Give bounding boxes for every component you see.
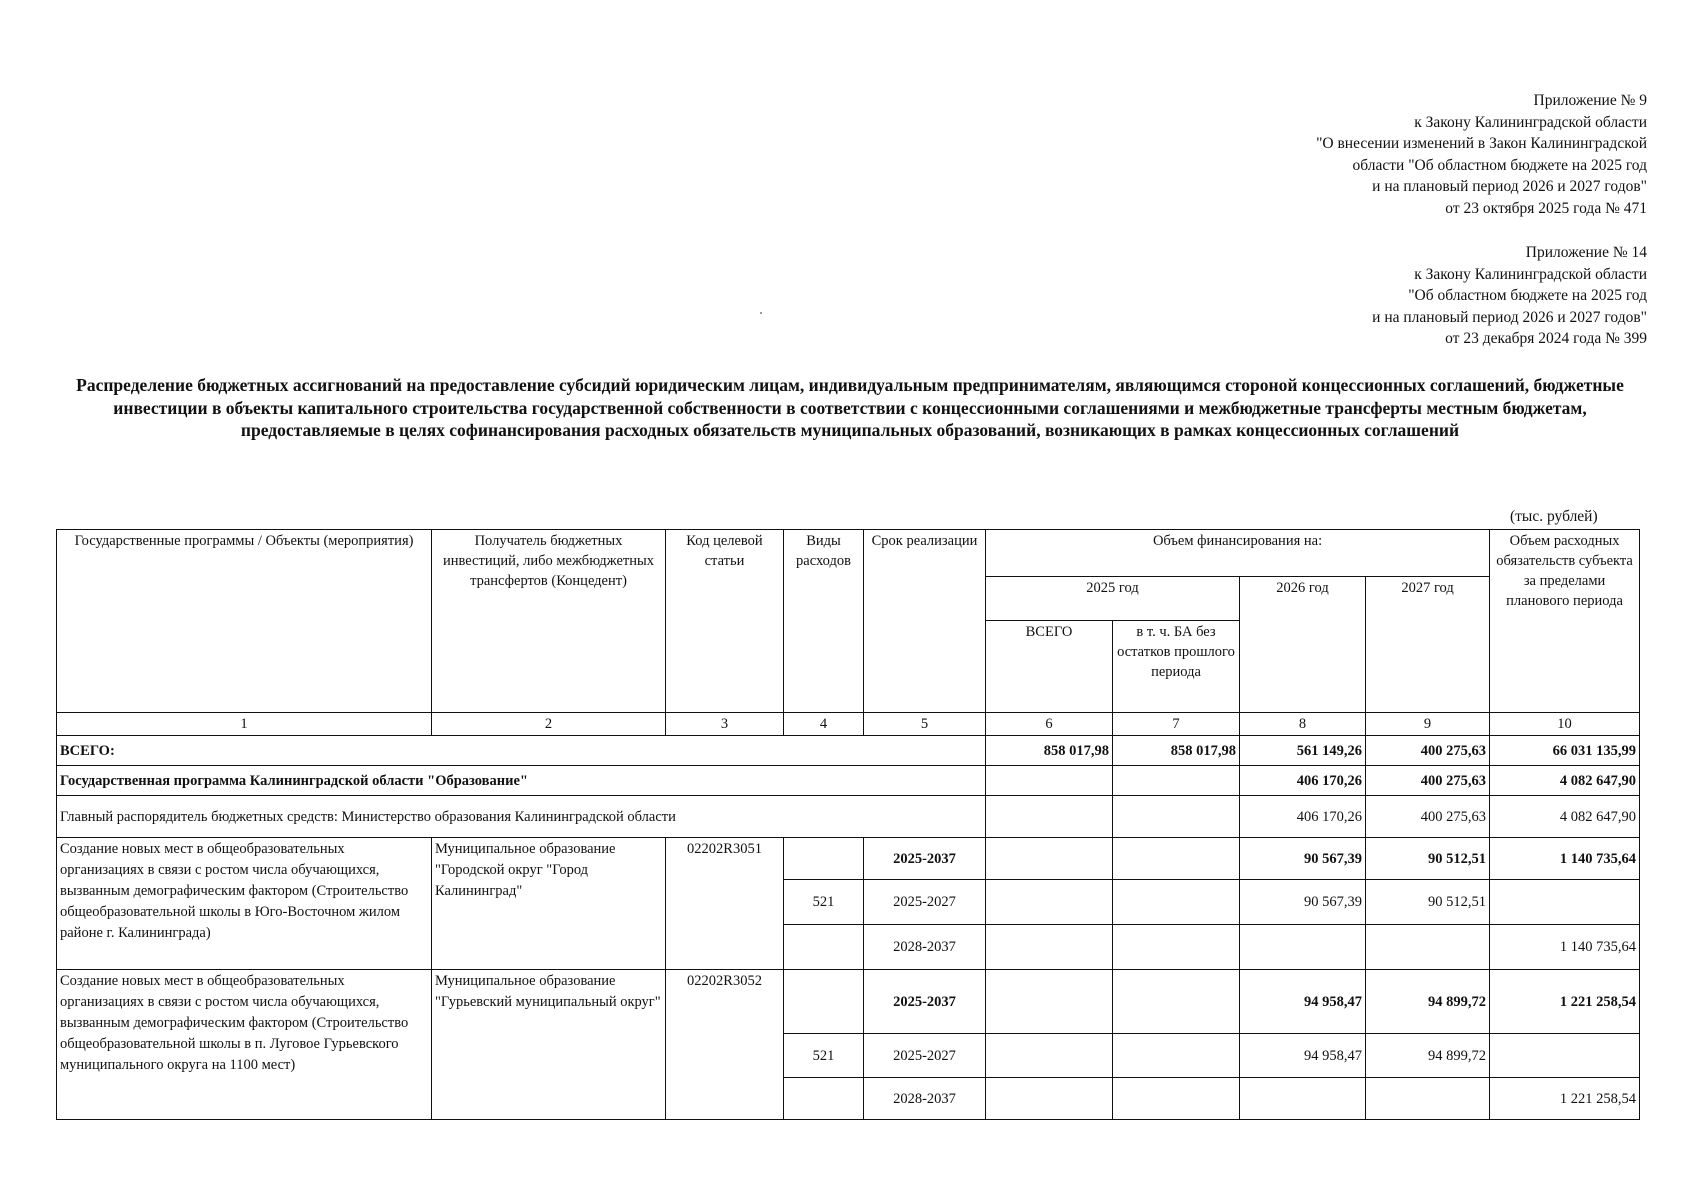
col-number: 4 <box>784 713 864 736</box>
empty-cell <box>986 796 1113 838</box>
project-row <box>57 970 1640 1034</box>
empty-cell <box>1113 838 1240 880</box>
empty-cell <box>986 1078 1113 1120</box>
budget-table <box>56 529 1640 1120</box>
total-label: ВСЕГО: <box>57 736 986 766</box>
project-2027: 94 899,72 <box>1366 970 1490 1034</box>
project-types <box>784 925 864 970</box>
col-number: 3 <box>666 713 784 736</box>
project-2026: 94 958,47 <box>1240 1034 1366 1078</box>
empty-cell <box>986 838 1113 880</box>
header-line: Приложение № 14 <box>1525 244 1647 261</box>
col-number: 6 <box>986 713 1113 736</box>
project-2027: 90 512,51 <box>1366 880 1490 925</box>
project-period: 2025-2027 <box>864 880 986 925</box>
header-incl-ba: в т. ч. БА без остатков прошлого периода <box>1113 621 1240 713</box>
header-line: от 23 декабря 2024 года № 399 <box>1445 330 1647 347</box>
project-2027: 90 512,51 <box>1366 838 1490 880</box>
total-beyond: 66 031 135,99 <box>1490 736 1640 766</box>
empty-cell <box>1113 796 1240 838</box>
project-types: 521 <box>784 880 864 925</box>
ministry-label: Главный распорядитель бюджетных средств: Министерство образования Калининградской области <box>57 796 986 838</box>
header-line: "Об областном бюджете на 2025 год <box>1408 287 1647 304</box>
units-note: (тыс. рублей) <box>1510 508 1598 525</box>
empty-cell <box>986 925 1113 970</box>
header-total: ВСЕГО <box>986 621 1113 713</box>
empty-cell <box>1113 970 1240 1034</box>
project-description: Создание новых мест в общеобразовательных организациях в связи с ростом числа обучающихся, вызванным демографическим фактором (Строительство общеобразовательной школы в Юго-Восточном жилом районе г. Калининграда) <box>57 838 432 970</box>
header-line: и на плановый период 2026 и 2027 годов" <box>1372 308 1647 326</box>
program-beyond: 4 082 647,90 <box>1490 766 1640 796</box>
project-2026: 90 567,39 <box>1240 880 1366 925</box>
header-beyond: Объем расходных обязательств субъекта за пределами планового периода <box>1490 530 1640 713</box>
project-beyond: 1 140 735,64 <box>1490 925 1640 970</box>
header-2026: 2026 год <box>1240 577 1366 713</box>
col-number: 5 <box>864 713 986 736</box>
header-recipient: Получатель бюджетных инвестиций, либо межбюджетных трансфертов (Концедент) <box>432 530 666 713</box>
project-recipient: Муниципальное образование "Городской округ "Город Калининград" <box>432 838 666 970</box>
appendix-9-header <box>1087 90 1647 219</box>
header-line: к Закону Калининградской области <box>1414 265 1647 283</box>
col-number: 8 <box>1240 713 1366 736</box>
project-row <box>57 838 1640 880</box>
header-code: Код целевой статьи <box>666 530 784 713</box>
project-code: 02202R3051 <box>666 838 784 970</box>
program-row <box>57 766 1640 796</box>
ministry-2027: 400 275,63 <box>1366 796 1490 838</box>
scan-speck <box>760 312 762 314</box>
project-types: 521 <box>784 1034 864 1078</box>
project-period: 2028-2037 <box>864 925 986 970</box>
total-2026: 561 149,26 <box>1240 736 1366 766</box>
header-line: к Закону Калининградской области <box>1414 113 1647 131</box>
header-row <box>57 530 1640 577</box>
empty-cell <box>986 1034 1113 1078</box>
document-title: Распределение бюджетных ассигнований на предоставление субсидий юридическим лицам, индивидуальным предпринимателям, являющимся стороной концессионных соглашений, бюджетные инвестиции в объекты капитального строительства государственной собственности в соответствии с концессионными соглашениями и межбюджетные трансферты местным бюджетам, предоставляемые в целях софинансирования расходных обязательств муниципальных образований, возникающих в рамках концессионных соглашений <box>76 375 1624 440</box>
ministry-beyond: 4 082 647,90 <box>1490 796 1640 838</box>
project-code: 02202R3052 <box>666 970 784 1120</box>
project-recipient: Муниципальное образование "Гурьевский муниципальный округ" <box>432 970 666 1120</box>
program-2026: 406 170,26 <box>1240 766 1366 796</box>
appendix-14-header <box>1087 242 1647 350</box>
header-period: Срок реализации <box>864 530 986 713</box>
col-number: 1 <box>57 713 432 736</box>
col-number: 10 <box>1490 713 1640 736</box>
header-types: Виды расходов <box>784 530 864 713</box>
project-2026 <box>1240 925 1366 970</box>
program-2027: 400 275,63 <box>1366 766 1490 796</box>
empty-cell <box>986 880 1113 925</box>
project-period: 2025-2037 <box>864 838 986 880</box>
col-number: 9 <box>1366 713 1490 736</box>
project-description: Создание новых мест в общеобразовательных организациях в связи с ростом числа обучающихся, вызванным демографическим фактором (Строительство общеобразовательной школы в п. Луговое Гурьевского муниципального округа на 1100 мест) <box>57 970 432 1120</box>
project-2027 <box>1366 925 1490 970</box>
header-2027: 2027 год <box>1366 577 1490 713</box>
project-beyond <box>1490 1034 1640 1078</box>
project-2027 <box>1366 1078 1490 1120</box>
ministry-2026: 406 170,26 <box>1240 796 1366 838</box>
header-line: "О внесении изменений в Закон Калининградской <box>1316 135 1647 152</box>
total-row <box>57 736 1640 766</box>
project-beyond: 1 221 258,54 <box>1490 970 1640 1034</box>
project-2026 <box>1240 1078 1366 1120</box>
header-2025: 2025 год <box>986 577 1240 621</box>
empty-cell <box>986 970 1113 1034</box>
project-period: 2028-2037 <box>864 1078 986 1120</box>
project-2027: 94 899,72 <box>1366 1034 1490 1078</box>
col-number: 2 <box>432 713 666 736</box>
header-line: и на плановый период 2026 и 2027 годов" <box>1372 178 1647 195</box>
header-line: от 23 октября 2025 года № 471 <box>1445 199 1647 217</box>
total-2027: 400 275,63 <box>1366 736 1490 766</box>
empty-cell <box>1113 1034 1240 1078</box>
empty-cell <box>1113 925 1240 970</box>
total-2025-all: 858 017,98 <box>986 736 1113 766</box>
empty-cell <box>1113 766 1240 796</box>
project-period: 2025-2037 <box>864 970 986 1034</box>
project-period: 2025-2027 <box>864 1034 986 1078</box>
empty-cell <box>1113 1078 1240 1120</box>
project-types <box>784 970 864 1034</box>
project-beyond: 1 221 258,54 <box>1490 1078 1640 1120</box>
col-number: 7 <box>1113 713 1240 736</box>
project-2026: 90 567,39 <box>1240 838 1366 880</box>
column-numbers-row <box>57 713 1640 736</box>
empty-cell <box>1113 880 1240 925</box>
header-line: Приложение № 9 <box>1533 92 1647 109</box>
header-programs: Государственные программы / Объекты (мероприятия) <box>57 530 432 713</box>
project-types <box>784 838 864 880</box>
project-beyond <box>1490 880 1640 925</box>
header-line: области "Об областном бюджете на 2025 год <box>1352 156 1647 174</box>
project-beyond: 1 140 735,64 <box>1490 838 1640 880</box>
ministry-row <box>57 796 1640 838</box>
project-2026: 94 958,47 <box>1240 970 1366 1034</box>
header-financing: Объем финансирования на: <box>986 530 1490 577</box>
total-2025-ba: 858 017,98 <box>1113 736 1240 766</box>
project-types <box>784 1078 864 1120</box>
empty-cell <box>986 766 1113 796</box>
program-label: Государственная программа Калининградской области "Образование" <box>57 766 986 796</box>
